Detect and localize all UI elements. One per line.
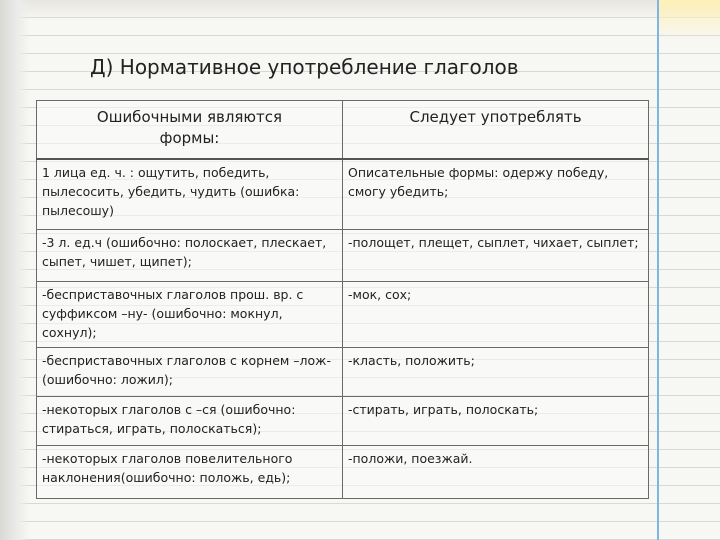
page-left-shadow <box>0 0 30 540</box>
wrong-form-cell: -бесприставочных глаголов с корнем –лож- (ошибочно: ложил); <box>37 348 343 397</box>
table-row <box>37 397 649 446</box>
correct-form-cell: -полощет, плещет, сыплет, чихает, сыплет; <box>343 230 649 282</box>
table-row <box>37 348 649 397</box>
table-row <box>37 446 649 499</box>
slide-title: Д) Нормативное употребление глаголов <box>90 55 519 79</box>
table-row <box>37 159 649 230</box>
table-row <box>37 282 649 348</box>
table-header-row <box>37 101 649 160</box>
correct-form-cell: Описательные формы: одержу победу, смогу убедить; <box>343 159 649 230</box>
wrong-form-cell: -бесприставочных глаголов прош. вр. с суффиксом –ну- (ошибочно: мокнул, сохнул); <box>37 282 343 348</box>
wrong-form-cell: -3 л. ед.ч (ошибочно: полоскает, плескает, сыпет, чишет, щипет); <box>37 230 343 282</box>
margin-line <box>657 0 659 540</box>
wrong-form-cell: 1 лица ед. ч. : ощутить, победить, пылесосить, убедить, чудить (ошибка: пылесошу) <box>37 159 343 230</box>
correct-form-cell: -положи, поезжай. <box>343 446 649 499</box>
correct-form-cell: -стирать, играть, полоскать; <box>343 397 649 446</box>
header-correct-forms: Следует употреблять <box>343 101 649 160</box>
table-row <box>37 230 649 282</box>
page-top-shadow <box>0 0 720 20</box>
wrong-form-cell: -некоторых глаголов повелительного наклонения(ошибочно: положь, едь); <box>37 446 343 499</box>
wrong-form-cell: -некоторых глаголов с –ся (ошибочно: стираться, играть, полоскаться); <box>37 397 343 446</box>
verb-usage-table <box>36 100 649 499</box>
correct-form-cell: -мок, сох; <box>343 282 649 348</box>
correct-form-cell: -класть, положить; <box>343 348 649 397</box>
corner-highlight <box>659 0 720 40</box>
header-wrong-forms: Ошибочными являются формы: <box>37 101 343 160</box>
